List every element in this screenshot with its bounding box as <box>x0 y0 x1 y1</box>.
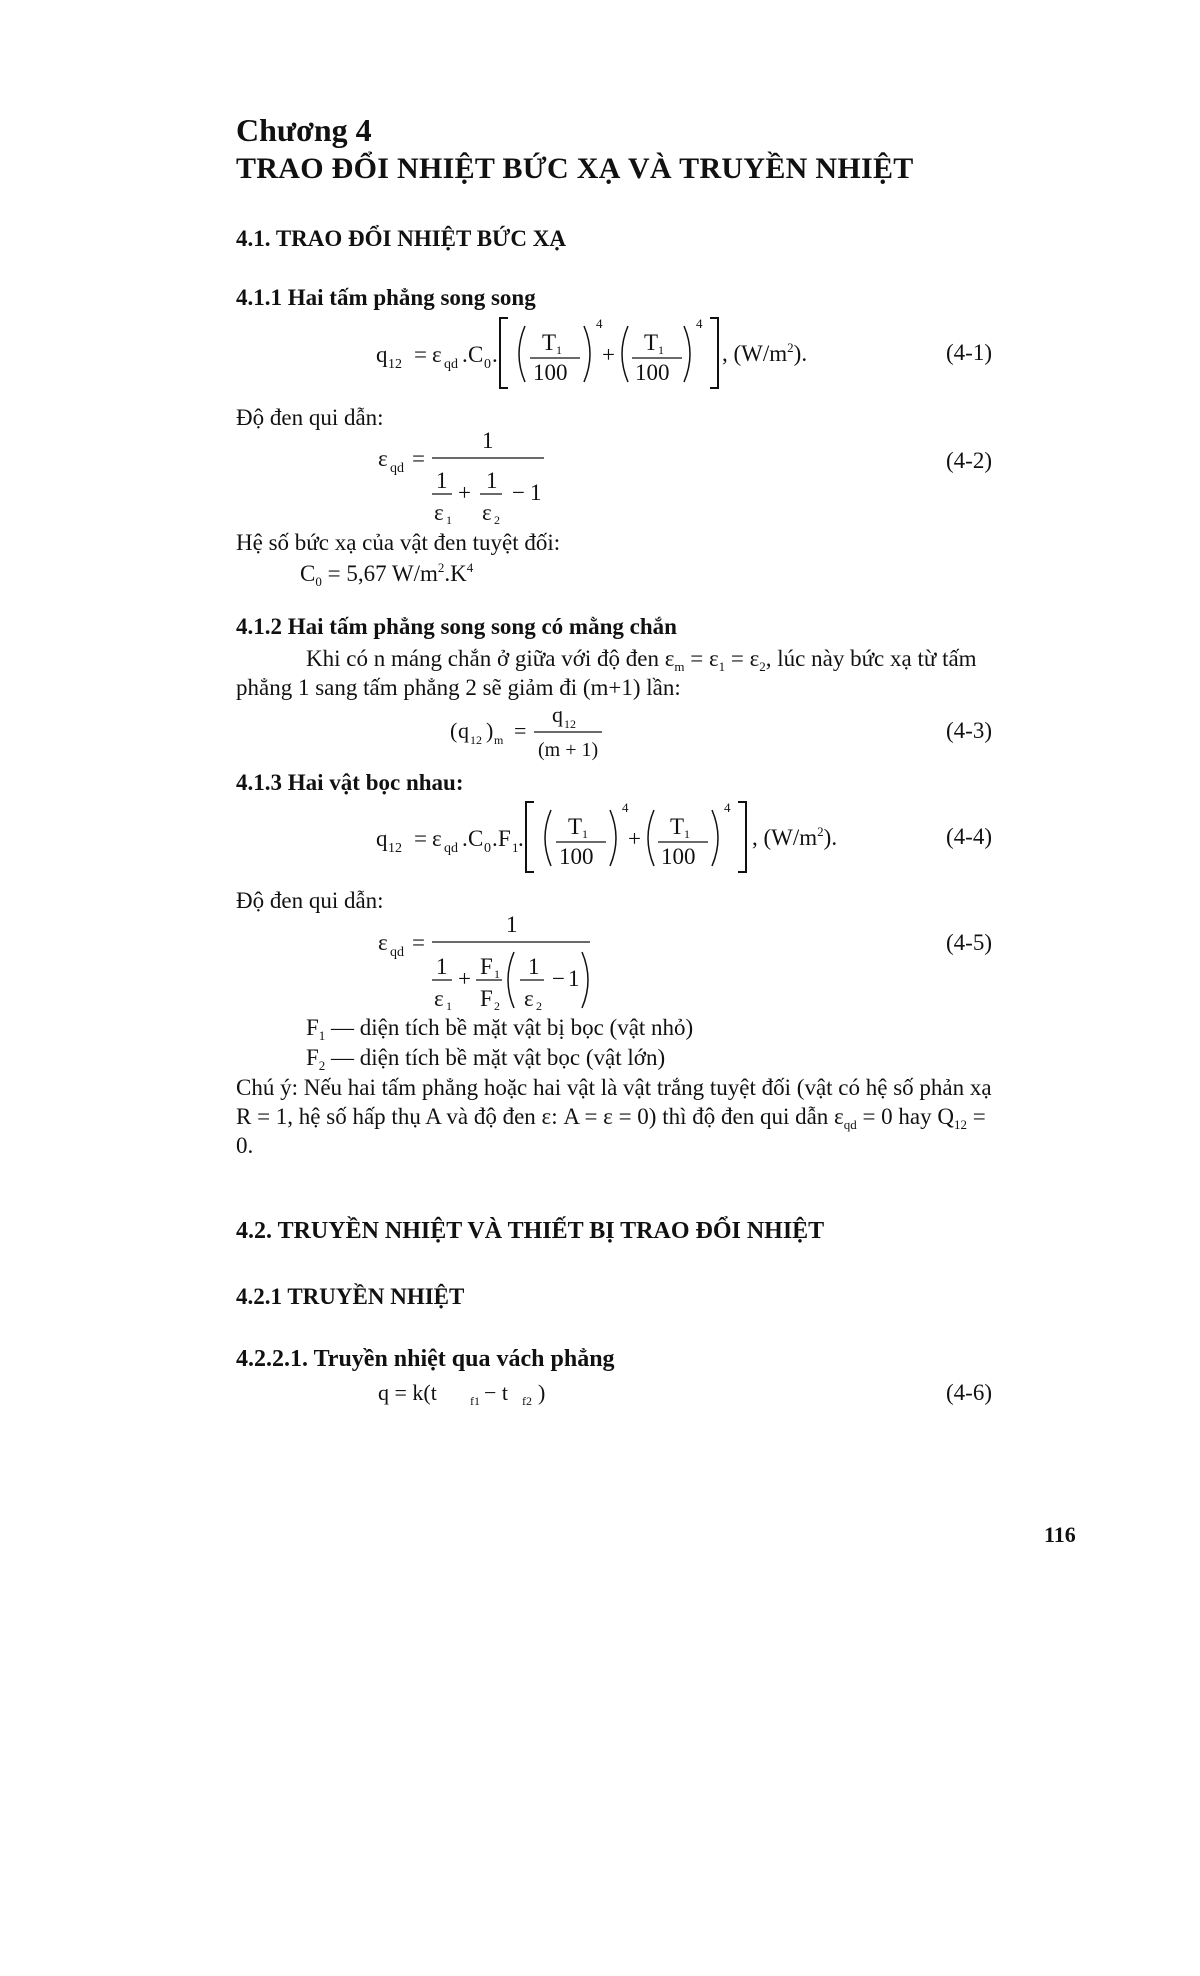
f2-definition: $F_2$ — diện tích bề mặt vật bọc (vật lớn) <box>306 1045 666 1073</box>
eq4-t1-sub: 1 <box>582 827 588 841</box>
eq5-eps1: ε <box>434 986 444 1011</box>
do-den-label-1: Độ đen qui dẫn: <box>236 405 384 430</box>
eq6-main: q = k(t <box>378 1380 437 1405</box>
svg-text:(: ( <box>450 718 458 743</box>
f1-definition: $F_1$ — diện tích bề mặt vật bị bọc (vật nhỏ) <box>306 1015 694 1043</box>
he-so-label: Hệ số bức xạ của vật đen tuyệt đối: <box>236 530 561 555</box>
eq2-one-a: 1 <box>436 468 448 493</box>
eq5-eps1-sub: 1 <box>446 999 452 1013</box>
eq1-exp-1: 4 <box>596 316 603 331</box>
note-line-3: 0. <box>236 1133 254 1158</box>
equation-4-3 <box>444 700 614 770</box>
eq4-dot: . <box>462 826 468 851</box>
eq3-q: q <box>458 718 469 743</box>
eq6-number: (4-6) <box>946 1380 992 1405</box>
eq2-one-b: 1 <box>486 468 498 493</box>
eq1-dot2: . <box>492 342 498 367</box>
eq4-t2-sub: 1 <box>684 827 690 841</box>
eq3-m-sub: m <box>494 733 504 747</box>
eq4-dot2: . <box>492 826 498 851</box>
eq4-right-bracket <box>738 802 746 872</box>
section-4-1-1-heading: 4.1.1 Hai tấm phẳng song song <box>236 285 536 310</box>
eq4-c-sub: 0 <box>484 841 491 856</box>
eq1-c: C <box>468 342 484 367</box>
eq4-dot3: . <box>518 826 524 851</box>
eq1-right-paren-2 <box>684 326 690 382</box>
eq4-exp-2: 4 <box>724 800 731 815</box>
eq1-right-paren-1 <box>584 326 590 382</box>
eq3-den: (m + 1) <box>538 739 599 761</box>
eq4-plus: + <box>628 826 641 851</box>
eq5-number: (4-5) <box>946 930 992 955</box>
eq4-left-paren-2 <box>648 810 654 866</box>
eq5-right-paren <box>582 952 588 1008</box>
eq1-number: (4-1) <box>946 340 992 365</box>
eq1-t1-sub: 1 <box>556 343 562 357</box>
eq1-dot: . <box>462 342 468 367</box>
eq1-eq: = <box>414 342 427 367</box>
eq1-t2-sub: 1 <box>658 343 664 357</box>
eq5-eps2: ε <box>524 986 534 1011</box>
eq4-eps-sub: qd <box>444 841 458 856</box>
svg-text:): ) <box>486 718 494 743</box>
p412-line1: Khi có n máng chắn ở giữa với độ đen $\varepsilon_m = \varepsilon_1 = \varepsilon_2$, lúc này bức xạ từ tấm <box>306 646 977 674</box>
eq2-eps1-sub: 1 <box>446 513 452 527</box>
eq5-f1-sub: 1 <box>494 967 500 981</box>
eq1-left-paren-1 <box>519 326 525 382</box>
eq5-eps2-sub: 2 <box>536 999 542 1013</box>
eq1-eps-sub: qd <box>444 357 458 372</box>
eq2-eps-sub: qd <box>390 461 404 476</box>
eq5-left-paren <box>508 952 514 1008</box>
eq5-one-b: 1 <box>528 954 540 979</box>
eq5-f2: F <box>480 986 493 1011</box>
eq1-unit: , $(W/m^2)$. <box>722 340 808 366</box>
eq4-left-bracket <box>526 802 534 872</box>
eq5-minus: − <box>552 966 565 991</box>
eq4-eps: ε <box>432 826 442 851</box>
eq3-num-sub: 12 <box>564 717 576 731</box>
eq4-c: C <box>468 826 484 851</box>
eq4-right-paren-2 <box>712 810 718 866</box>
eq5-eq: = <box>412 930 425 955</box>
eq5-num: 1 <box>506 912 518 937</box>
note-line-2: R = 1, hệ số hấp thụ A và độ đen ε: A = ε = 0) thì độ đen qui dẫn $\varepsilon_{qd} = 0$ hay $Q_{12}$ = <box>236 1104 986 1132</box>
eq5-f1: F <box>480 954 493 979</box>
eq4-t2: T <box>670 814 685 839</box>
section-4-2-1-heading: 4.2.1 TRUYỀN NHIỆT <box>236 1284 465 1309</box>
eq3-number: (4-3) <box>946 718 992 743</box>
eq4-number: (4-4) <box>946 824 992 849</box>
eq5-one-a: 1 <box>436 954 448 979</box>
eq4-100b: 100 <box>661 844 696 869</box>
chapter-title: TRAO ĐỔI NHIỆT BỨC XẠ VÀ TRUYỀN NHIỆT <box>236 152 914 185</box>
p412-line2: phẳng 1 sang tấm phẳng 2 sẽ giảm đi (m+1) lần: <box>236 675 681 700</box>
eq2-eps2: ε <box>482 500 492 525</box>
eq4-f-sub: 1 <box>512 840 519 855</box>
eq2-eps1: ε <box>434 500 444 525</box>
eq4-100a: 100 <box>559 844 594 869</box>
section-4-2-heading: 4.2. TRUYỀN NHIỆT VÀ THIẾT BỊ TRAO ĐỔI NHIỆT <box>236 1218 825 1244</box>
section-4-1-3-heading: 4.1.3 Hai vật bọc nhau: <box>236 770 464 795</box>
eq2-number: (4-2) <box>946 448 992 473</box>
eq6-close: ) <box>538 1380 546 1405</box>
eq6-f2-sub: f2 <box>522 1394 532 1408</box>
eq2-minus: − <box>512 480 525 505</box>
equation-4-4 <box>370 796 770 876</box>
c0-value: $C_0 = 5,67$ $W/m^2.K^4$ <box>300 560 474 589</box>
section-4-2-2-1-heading: 4.2.2.1. Truyền nhiệt qua vách phẳng <box>236 1346 615 1372</box>
eq1-left-bracket <box>500 318 508 388</box>
eq1-q: q <box>376 342 388 367</box>
eq1-100b: 100 <box>635 360 670 385</box>
equation-4-5 <box>372 908 602 1018</box>
equation-4-2 <box>372 428 552 528</box>
equation-4-1 <box>370 312 690 392</box>
eq4-right-paren-1 <box>610 810 616 866</box>
eq1-plus: + <box>602 342 615 367</box>
eq4-exp-1: 4 <box>622 800 629 815</box>
eq1-t2: T <box>644 330 659 355</box>
equation-4-6 <box>372 1374 552 1410</box>
eq1-exp-2: 4 <box>696 316 703 331</box>
note-line-1: Chú ý: Nếu hai tấm phẳng hoặc hai vật là vật trắng tuyệt đối (vật có hệ số phản xạ <box>236 1075 992 1100</box>
eq2-eps: ε <box>378 446 388 471</box>
eq1-q-sub: 12 <box>388 357 402 372</box>
eq2-eq: = <box>412 446 425 471</box>
eq2-num: 1 <box>482 428 494 453</box>
section-4-1-2-heading: 4.1.2 Hai tấm phẳng song song có mằng chắn <box>236 614 677 639</box>
do-den-label-2: Độ đen qui dẫn: <box>236 888 384 913</box>
eq6-minus-t: − t <box>484 1380 509 1405</box>
eq5-eps: ε <box>378 930 388 955</box>
eq5-plus: + <box>458 966 471 991</box>
eq2-plus: + <box>458 480 471 505</box>
eq1-100a: 100 <box>533 360 568 385</box>
eq5-one-c: 1 <box>568 966 580 991</box>
page-number: 116 <box>1044 1522 1076 1547</box>
eq1-t1: T <box>542 330 557 355</box>
eq3-eq: = <box>514 718 527 743</box>
eq5-eps-sub: qd <box>390 945 404 960</box>
eq4-q: q <box>376 826 388 851</box>
eq1-right-bracket <box>710 318 718 388</box>
eq1-eps: ε <box>432 342 442 367</box>
eq4-q-sub: 12 <box>388 841 402 856</box>
eq2-one-c: 1 <box>530 480 542 505</box>
eq4-eq: = <box>414 826 427 851</box>
eq2-eps2-sub: 2 <box>494 513 500 527</box>
chapter-label: Chương 4 <box>236 112 372 148</box>
eq1-left-paren-2 <box>622 326 628 382</box>
eq3-q-sub: 12 <box>470 733 482 747</box>
eq1-c-sub: 0 <box>484 357 491 372</box>
eq5-f2-sub: 2 <box>494 999 500 1013</box>
section-4-1-heading: 4.1. TRAO ĐỔI NHIỆT BỨC XẠ <box>236 226 566 251</box>
eq4-left-paren-1 <box>545 810 551 866</box>
eq3-num-q: q <box>552 702 563 727</box>
eq4-f: F <box>498 826 511 851</box>
eq6-f1-sub: f1 <box>470 1394 480 1408</box>
eq4-unit: , $(W/m^2)$. <box>752 824 838 850</box>
eq4-t1: T <box>568 814 583 839</box>
